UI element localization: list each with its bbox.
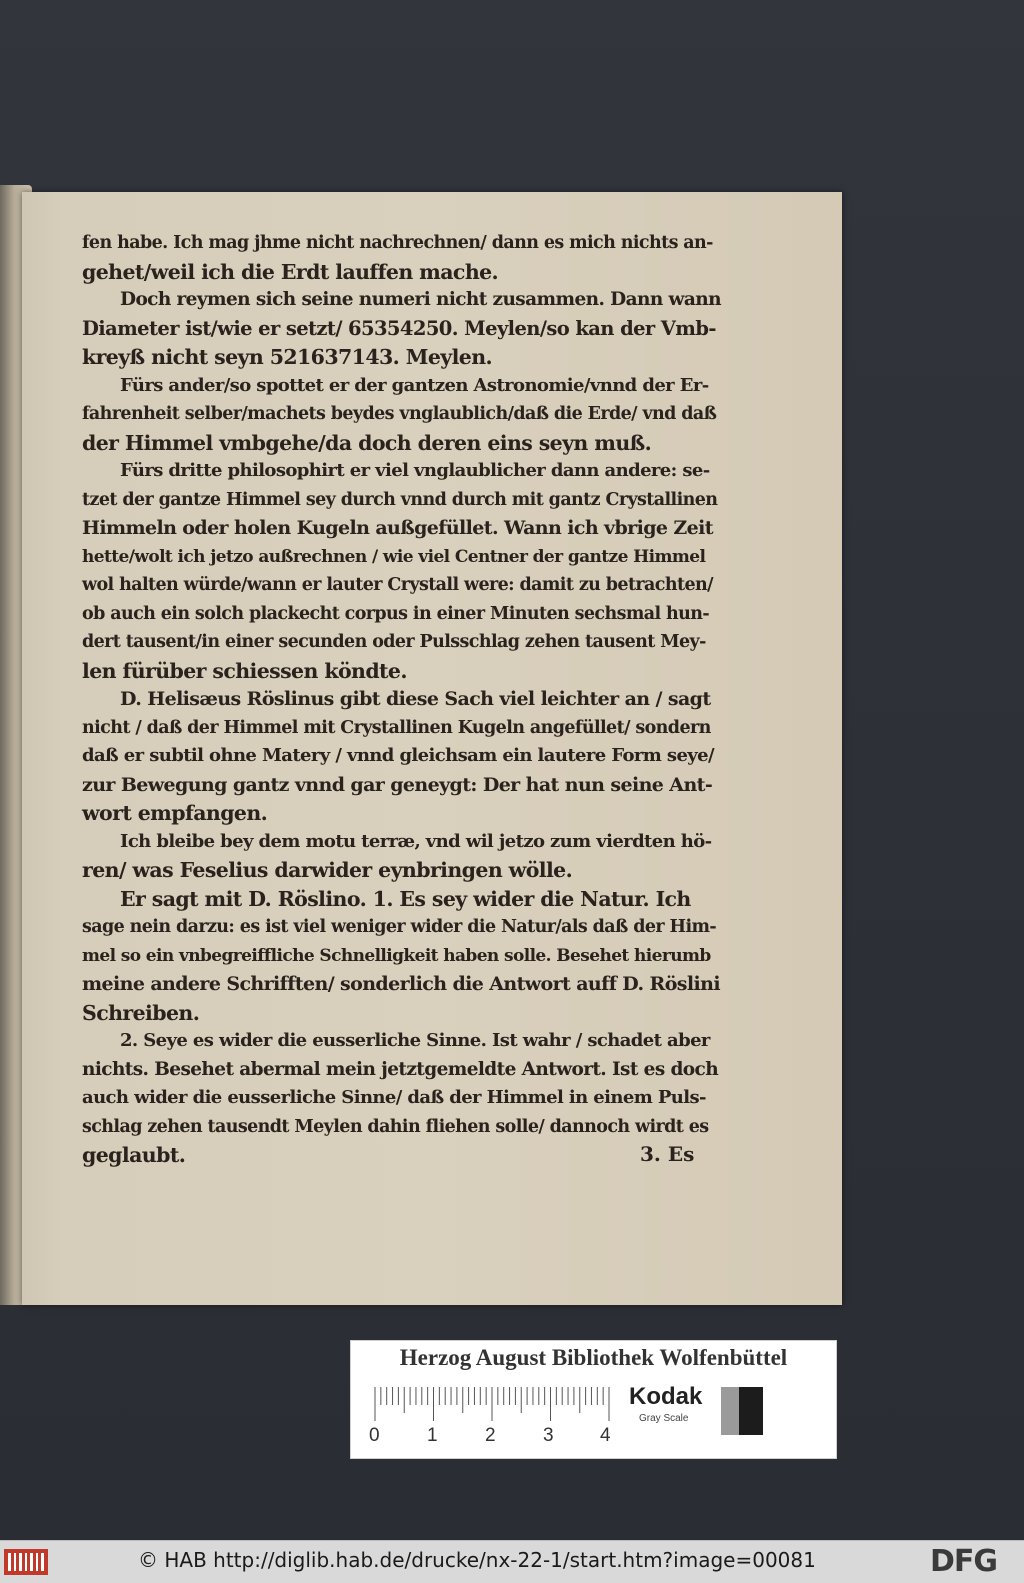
kodak-subtitle: Gray Scale <box>639 1413 689 1424</box>
page-text <box>82 229 722 1170</box>
catchword: 3. Es <box>640 1142 695 1166</box>
text-line: Ich bleibe bey dem motu terræ, vnd wil jetzo zum vierdten hö- <box>120 830 712 852</box>
text-line: zur Bewegung gantz vnnd gar geneygt: Der hat nun seine Ant- <box>82 773 713 796</box>
text-line: sage nein darzu: es ist viel weniger wider die Natur/als daß der Him- <box>82 917 717 937</box>
text-line: auch wider die eusserliche Sinne/ daß der Himmel in einem Puls- <box>82 1087 706 1108</box>
text-line: geglaubt. <box>82 1143 186 1167</box>
text-line: Fürs ander/so spottet er der gantzen Astronomie/vnnd der Er- <box>120 374 709 396</box>
text-line: Himmeln oder holen Kugeln außgefüllet. Wann ich vbrige Zeit <box>82 517 713 539</box>
color-reference-card <box>350 1340 837 1459</box>
copyright-url[interactable]: © HAB http://diglib.hab.de/drucke/nx-22-1/start.htm?image=00081 <box>138 1548 816 1572</box>
text-line: fahrenheit selber/machets beydes vnglaublich/daß die Erde/ vnd daß <box>82 404 717 424</box>
text-line: kreyß nicht seyn 521637143. Meylen. <box>82 345 493 369</box>
ruler-number: 1 <box>427 1425 438 1446</box>
hab-logo-icon <box>4 1549 48 1575</box>
book-page <box>22 192 842 1305</box>
text-line: tzet der gantze Himmel sey durch vnnd durch mit gantz Crystallinen <box>82 489 718 510</box>
footer-bar <box>0 1540 1024 1583</box>
text-line: 2. Seye es wider die eusserliche Sinne. Ist wahr / schadet aber <box>120 1030 710 1051</box>
gray-patch-light <box>721 1387 739 1435</box>
text-line: ren/ was Feselius darwider eynbringen wölle. <box>82 858 573 882</box>
dfg-logo: DFG <box>930 1544 998 1579</box>
text-line: fen habe. Ich mag jhme nicht nachrechnen/ dann es mich nichts an- <box>82 233 713 253</box>
card-title: Herzog August Bibliothek Wolfenbüttel <box>399 1345 788 1370</box>
text-line: Er sagt mit D. Röslino. 1. Es sey wider die Natur. Ich <box>120 886 691 911</box>
text-line: nicht / daß der Himmel mit Crystallinen Kugeln angefüllet/ sondern <box>82 717 711 738</box>
text-line: wol halten würde/wann er lauter Crystall were: damit zu betrachten/ <box>82 575 713 595</box>
kodak-logo: Kodak <box>629 1383 703 1410</box>
ruler-number: 4 <box>600 1425 611 1446</box>
ruler-number: 0 <box>369 1425 380 1446</box>
text-line: Fürs dritte philosophirt er viel vnglaublicher dann andere: se- <box>120 460 710 481</box>
ruler-number: 3 <box>543 1425 554 1446</box>
gray-patch-dark <box>739 1387 763 1435</box>
text-line: Doch reymen sich seine numeri nicht zusammen. Dann wann <box>120 289 721 310</box>
text-line: nichts. Besehet abermal mein jetztgemeldte Antwort. Ist es doch <box>82 1058 719 1080</box>
text-line: der Himmel vmbgehe/da doch deren eins seyn muß. <box>82 430 652 455</box>
text-line: meine andere Schrifften/ sonderlich die Antwort auff D. Röslini <box>82 973 720 995</box>
text-line: len fürüber schiessen köndte. <box>82 658 407 683</box>
text-line: mel so ein vnbegreiffliche Schnelligkeit haben solle. Besehet hierumb <box>82 945 711 966</box>
text-line: gehet/weil ich die Erdt lauffen mache. <box>82 259 499 284</box>
text-line: D. Helisæus Röslinus gibt diese Sach viel leichter an / sagt <box>120 688 711 710</box>
ruler-number: 2 <box>485 1425 496 1446</box>
text-line: Schreiben. <box>82 1000 200 1025</box>
text-line: hette/wolt ich jetzo außrechnen / wie viel Centner der gantze Himmel <box>82 546 706 567</box>
text-line: Diameter ist/wie er setzt/ 65354250. Meylen/so kan der Vmb- <box>82 316 716 340</box>
text-line: dert tausent/in einer secunden oder Pulsschlag zehen tausent Mey- <box>82 632 706 652</box>
ruler-scale <box>373 1387 613 1422</box>
text-line: wort empfangen. <box>82 801 268 825</box>
text-line: daß er subtil ohne Matery / vnnd gleichsam ein lautere Form seye/ <box>82 745 714 766</box>
text-line: schlag zehen tausendt Meylen dahin fliehen solle/ dannoch wirdt es <box>82 1116 709 1137</box>
text-line: ob auch ein solch plackecht corpus in einer Minuten sechsmal hun- <box>82 603 710 624</box>
